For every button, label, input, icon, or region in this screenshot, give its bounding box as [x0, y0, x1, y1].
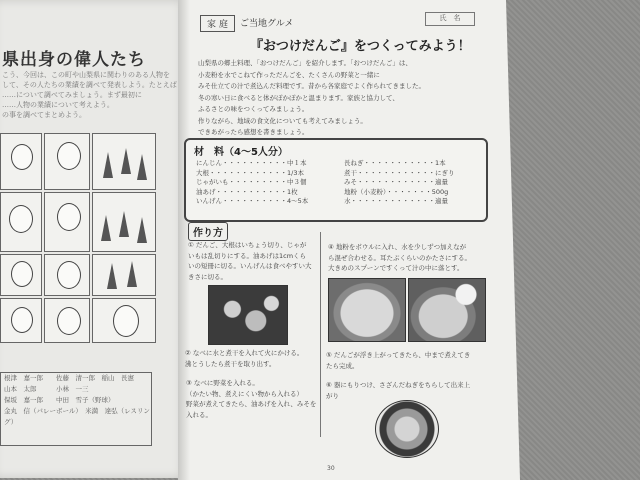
material-item: じゃがいも・・・・・・・・・中３個: [196, 178, 307, 186]
step-5: [326, 350, 470, 371]
step-line: いもは乱切りにする。油あげは1cmくら: [188, 251, 307, 260]
how-to-heading: 作り方: [188, 222, 228, 241]
intro-text: [198, 58, 488, 139]
step-1: [188, 240, 312, 282]
portrait-cell: [92, 254, 156, 296]
step-line: 野菜が煮えてきたら、油あげを入れ、みそを: [186, 400, 317, 408]
names-box: [0, 372, 152, 446]
step-line: 大きめのスプーンですくって汁の中に落とす。: [328, 264, 464, 272]
portrait-face: [57, 203, 81, 231]
material-item: 地粉（小麦粉）・・・・・・・500g: [344, 187, 449, 196]
step-line: ④ 地粉をボウルに入れ、水を少しずつ加えなが: [328, 243, 467, 251]
intro-line: 冬の寒い日に食べると体がぽかぽかと温まります。家族と協力して、: [198, 93, 399, 102]
name-box: 氏 名: [425, 12, 475, 26]
material-item: いんげん・・・・・・・・・・4〜5本: [196, 197, 309, 205]
portrait-cell: [44, 192, 90, 252]
step-line: ⑥ 器にもりつけ、さざんだねぎをちらして出来上: [326, 381, 471, 389]
portrait-face: [11, 307, 33, 333]
portrait-face: [57, 142, 81, 170]
tower-drawing: [103, 152, 113, 178]
subtitle: ご当地グルメ: [240, 19, 294, 29]
tower-drawing: [127, 261, 137, 287]
intro-line: 作りながら、地域の食文化についても考えてみましょう。: [198, 116, 367, 125]
left-intro-line: ……人物の業績について考えよう。: [2, 101, 114, 109]
subject-tag: 家 庭: [200, 15, 235, 32]
portrait-cell: [44, 298, 90, 343]
left-page: [0, 0, 188, 478]
page-title: 『おつけだんご』をつくってみよう！: [250, 39, 471, 54]
materials-box: [184, 138, 488, 222]
material-item: みそ・・・・・・・・・・・・適量: [344, 178, 448, 186]
tower-drawing: [121, 148, 131, 174]
left-intro-line: ……について調べてみましょう。まず最初に: [2, 91, 142, 99]
step-line: ② なべに水と煮干を入れて火にかける。: [185, 349, 304, 357]
step-line: ⑤ だんごが浮き上がってきたら、中まで煮えてき: [326, 351, 471, 359]
names-line: 金丸 信（バレーボール） 米満 達弘（レスリング）: [4, 407, 150, 426]
materials-left-column: [196, 159, 308, 207]
portrait-cell: [0, 192, 42, 252]
portrait-cell: [0, 254, 42, 296]
photo-mixing-dough: [328, 278, 406, 342]
step-line: ③ なべに野菜を入れる。: [186, 379, 259, 387]
portrait-face: [57, 261, 81, 289]
tower-drawing: [119, 211, 129, 237]
portrait-face: [9, 205, 33, 233]
intro-line: 小麦粉を水でこねて作っただんごを、たくさんの野菜と一緒に: [198, 70, 380, 79]
portrait-cell: [44, 254, 90, 296]
intro-line: ふるさとの味をつくってみましょう。: [198, 105, 309, 113]
portrait-face: [11, 261, 33, 287]
portrait-grid: [0, 133, 158, 341]
materials-title: 材 料（4〜5人分）: [194, 147, 288, 158]
left-intro-line: して、その人たちの業績を調べて発表しよう。たとえば: [2, 81, 177, 89]
portrait-cell: [44, 133, 90, 190]
step-line: たら完成。: [326, 361, 359, 370]
material-item: 煮干・・・・・・・・・・・・にぎり: [344, 168, 455, 177]
names-line: 保坂 嘉一郎 中田 雪子（野球）: [4, 396, 115, 404]
tower-drawing: [101, 215, 111, 241]
photo-cut-vegetables: [208, 285, 288, 345]
intro-line: できあがったら感想を書きましょう。: [198, 128, 309, 136]
names-line: 山本 太郎 小林 一三: [4, 385, 89, 393]
tower-drawing: [137, 154, 147, 180]
portrait-cell: [0, 133, 42, 190]
materials-right-column: [344, 159, 455, 207]
step-line: いの短冊に切る。いんげんは食べやすい大: [188, 262, 312, 270]
tower-drawing: [137, 217, 147, 243]
photo-finished-dish: [375, 400, 439, 458]
step-line: （かたい物、煮えにくい物から入れる）: [186, 389, 303, 398]
material-item: にんじん・・・・・・・・・・中１本: [196, 159, 307, 167]
left-page-title: 県出身の偉人たち: [2, 50, 146, 70]
photo-dropping-dumplings: [408, 278, 486, 342]
material-item: 大根・・・・・・・・・・・・1/3本: [196, 168, 304, 177]
step-line: 沸とうしたら煮干を取り出す。: [185, 359, 276, 368]
portrait-cell: [0, 298, 42, 343]
column-divider: [320, 232, 321, 437]
step-2: [185, 348, 303, 369]
material-item: 長ねぎ・・・・・・・・・・・1本: [344, 159, 446, 167]
step-4: [328, 242, 471, 274]
page-number: 30: [327, 465, 335, 472]
step-line: がり: [326, 391, 339, 400]
portrait-face: [11, 144, 33, 170]
intro-line: 山梨県の郷土料理、「おつけだんご」を紹介します。「おつけだんご」は、: [198, 59, 412, 67]
step-line: ら混ぜ合わせる。耳たぶくらいのかたさにする。: [328, 253, 471, 262]
step-6: [326, 380, 470, 401]
step-3: [186, 378, 316, 420]
left-page-intro: [2, 70, 177, 120]
portrait-cell: [92, 192, 156, 252]
portrait-cell: [92, 133, 156, 190]
material-item: 油あげ・・・・・・・・・・・1枚: [196, 187, 298, 196]
portrait-face: [57, 307, 81, 335]
tower-drawing: [107, 263, 117, 289]
names-line: 根津 嘉一郎 佐藤 清一郎 稲山 長憲: [4, 374, 134, 382]
material-item: 水・・・・・・・・・・・・・適量: [344, 197, 448, 205]
step-line: 入れる。: [186, 410, 212, 419]
step-line: きさに切る。: [188, 272, 227, 281]
left-intro-line: こう、今回は、この町や山梨県に関わりのある人物を: [2, 71, 170, 79]
left-intro-line: の事を調べてまとめよう。: [2, 111, 86, 119]
intro-line: みそ仕立ての汁で煮込んだ料理です。昔から各家庭でよく作られてきました。: [198, 82, 425, 90]
portrait-cell: [92, 298, 156, 343]
portrait-face: [113, 305, 139, 337]
step-line: ① だんご、大根はいちょう切り、じゃが: [188, 241, 307, 249]
